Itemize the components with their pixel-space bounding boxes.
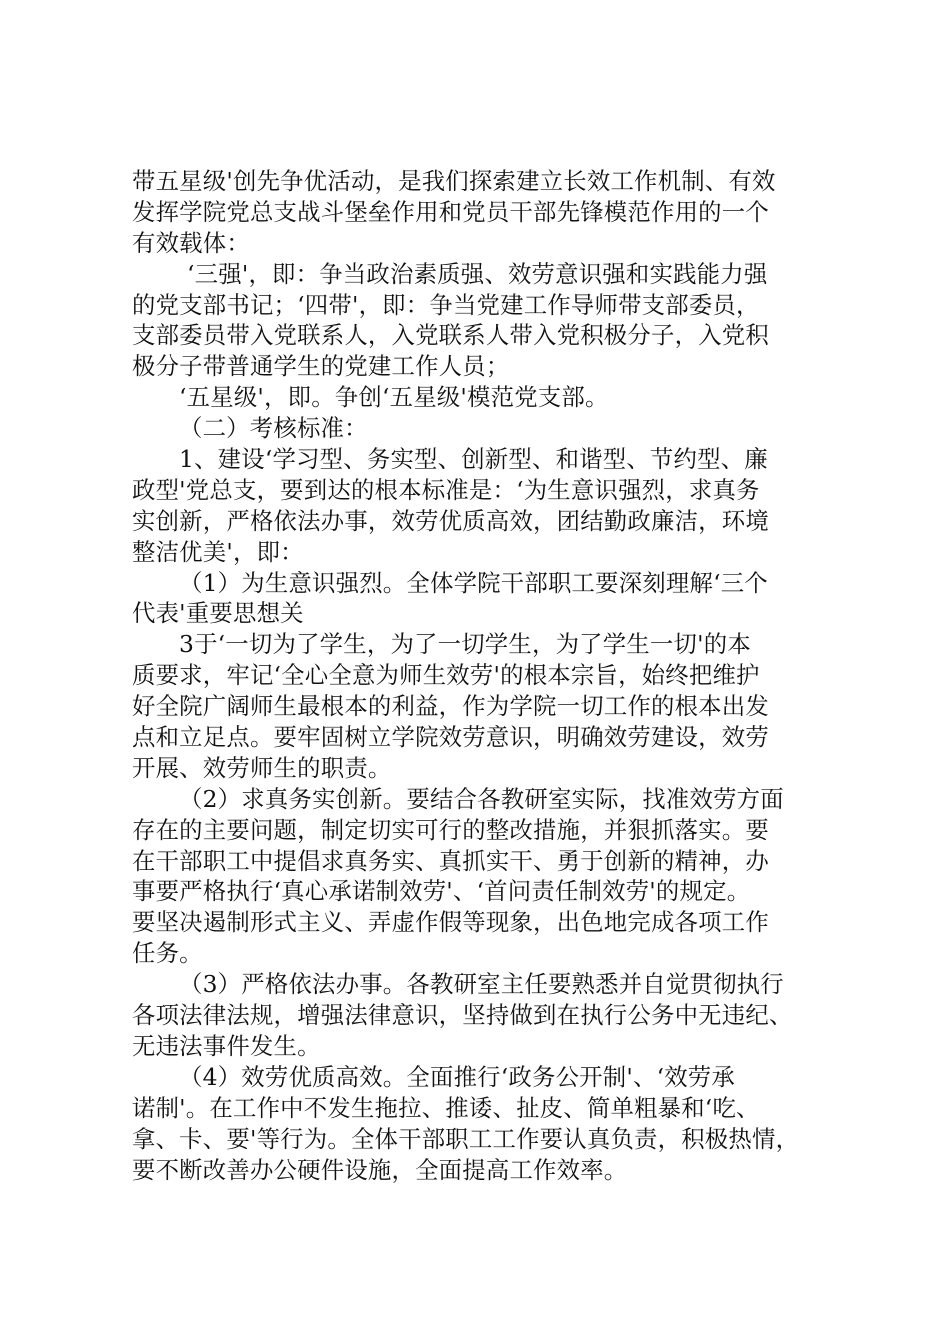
- text-line: 有效载体：: [132, 228, 250, 257]
- text-line: 质要求，牢记‘全心全意为师生效劳'的根本宗旨，始终把维护: [132, 661, 760, 690]
- text-line: 代表'重要思想关: [132, 599, 304, 628]
- text-line: 诺制'。在工作中不发生拖拉、推诿、扯皮、简单粗暴和‘吃、: [132, 1093, 760, 1122]
- text-line: 的党支部书记；‘四带'，即：争当党建工作导师带支部委员，: [132, 290, 760, 319]
- body-text: [132, 166, 832, 1185]
- text-line: 极分子带普通学生的党建工作人员；: [132, 352, 510, 381]
- text-line: （二）考核标准：: [179, 414, 368, 443]
- text-line: 任务。: [132, 939, 203, 968]
- text-line: （2）求真务实创新。要结合各教研室实际，找准效劳方面: [179, 784, 784, 813]
- text-line: 带五星级'创先争优活动，是我们探索建立长效工作机制、有效: [132, 167, 776, 195]
- text-line: 开展、效劳师生的职责。: [132, 753, 392, 782]
- text-line: 支部委员带入党联系人，入党联系人带入党积极分子，入党积: [132, 321, 769, 350]
- text-line: 要不断改善办公硬件设施，全面提高工作效率。: [132, 1155, 628, 1184]
- text-line: 好全院广阔师生最根本的利益，作为学院一切工作的根本出发: [132, 692, 769, 721]
- text-line: （3）严格依法办事。各教研室主任要熟悉并自觉贯彻执行: [179, 970, 784, 999]
- text-line: （4）效劳优质高效。全面推行‘政务公开制'、‘效劳承: [179, 1062, 735, 1091]
- text-line: 发挥学院党总支战斗堡垒作用和党员干部先锋模范作用的一个: [132, 197, 769, 226]
- text-line: ‘五星级'，即。争创‘五星级'模范党支部。: [179, 383, 609, 412]
- text-line: 3于‘一切为了学生，为了一切学生，为了学生一切'的本: [179, 630, 751, 659]
- text-line: （1）为生意识强烈。全体学院干部职工要深刻理解‘三个: [179, 568, 768, 597]
- text-line: 拿、卡、要'等行为。全体干部职工工作要认真负责，积极热情，: [132, 1124, 800, 1153]
- text-line: 各项法律法规，增强法律意识，坚持做到在执行公务中无违纪、: [132, 1001, 793, 1030]
- text-line: 实创新，严格依法办事，效劳优质高效，团结勤政廉洁，环境: [132, 506, 769, 535]
- text-line: 1、建设‘学习型、务实型、创新型、和谐型、节约型、廉: [179, 445, 768, 474]
- text-line: 政型'党总支，要到达的根本标准是：‘为生意识强烈，求真务: [132, 475, 760, 504]
- text-line: ‘三强'，即：争当政治素质强、效劳意识强和实践能力强: [187, 259, 768, 288]
- text-line: 整洁优美'，即：: [132, 537, 304, 566]
- text-line: 点和立足点。要牢固树立学院效劳意识，明确效劳建设，效劳: [132, 723, 769, 752]
- text-line: 事要严格执行‘真心承诺制效劳'、‘首问责任制效劳'的规定。: [132, 877, 751, 906]
- text-line: 要坚决遏制形式主义、弄虚作假等现象，出色地完成各项工作: [132, 908, 769, 937]
- text-line: 存在的主要问题，制定切实可行的整改措施，并狠抓落实。要: [132, 815, 769, 844]
- text-line: 在干部职工中提倡求真务实、真抓实干、勇于创新的精神，办: [132, 846, 769, 875]
- text-line: 无违法事件发生。: [132, 1031, 321, 1060]
